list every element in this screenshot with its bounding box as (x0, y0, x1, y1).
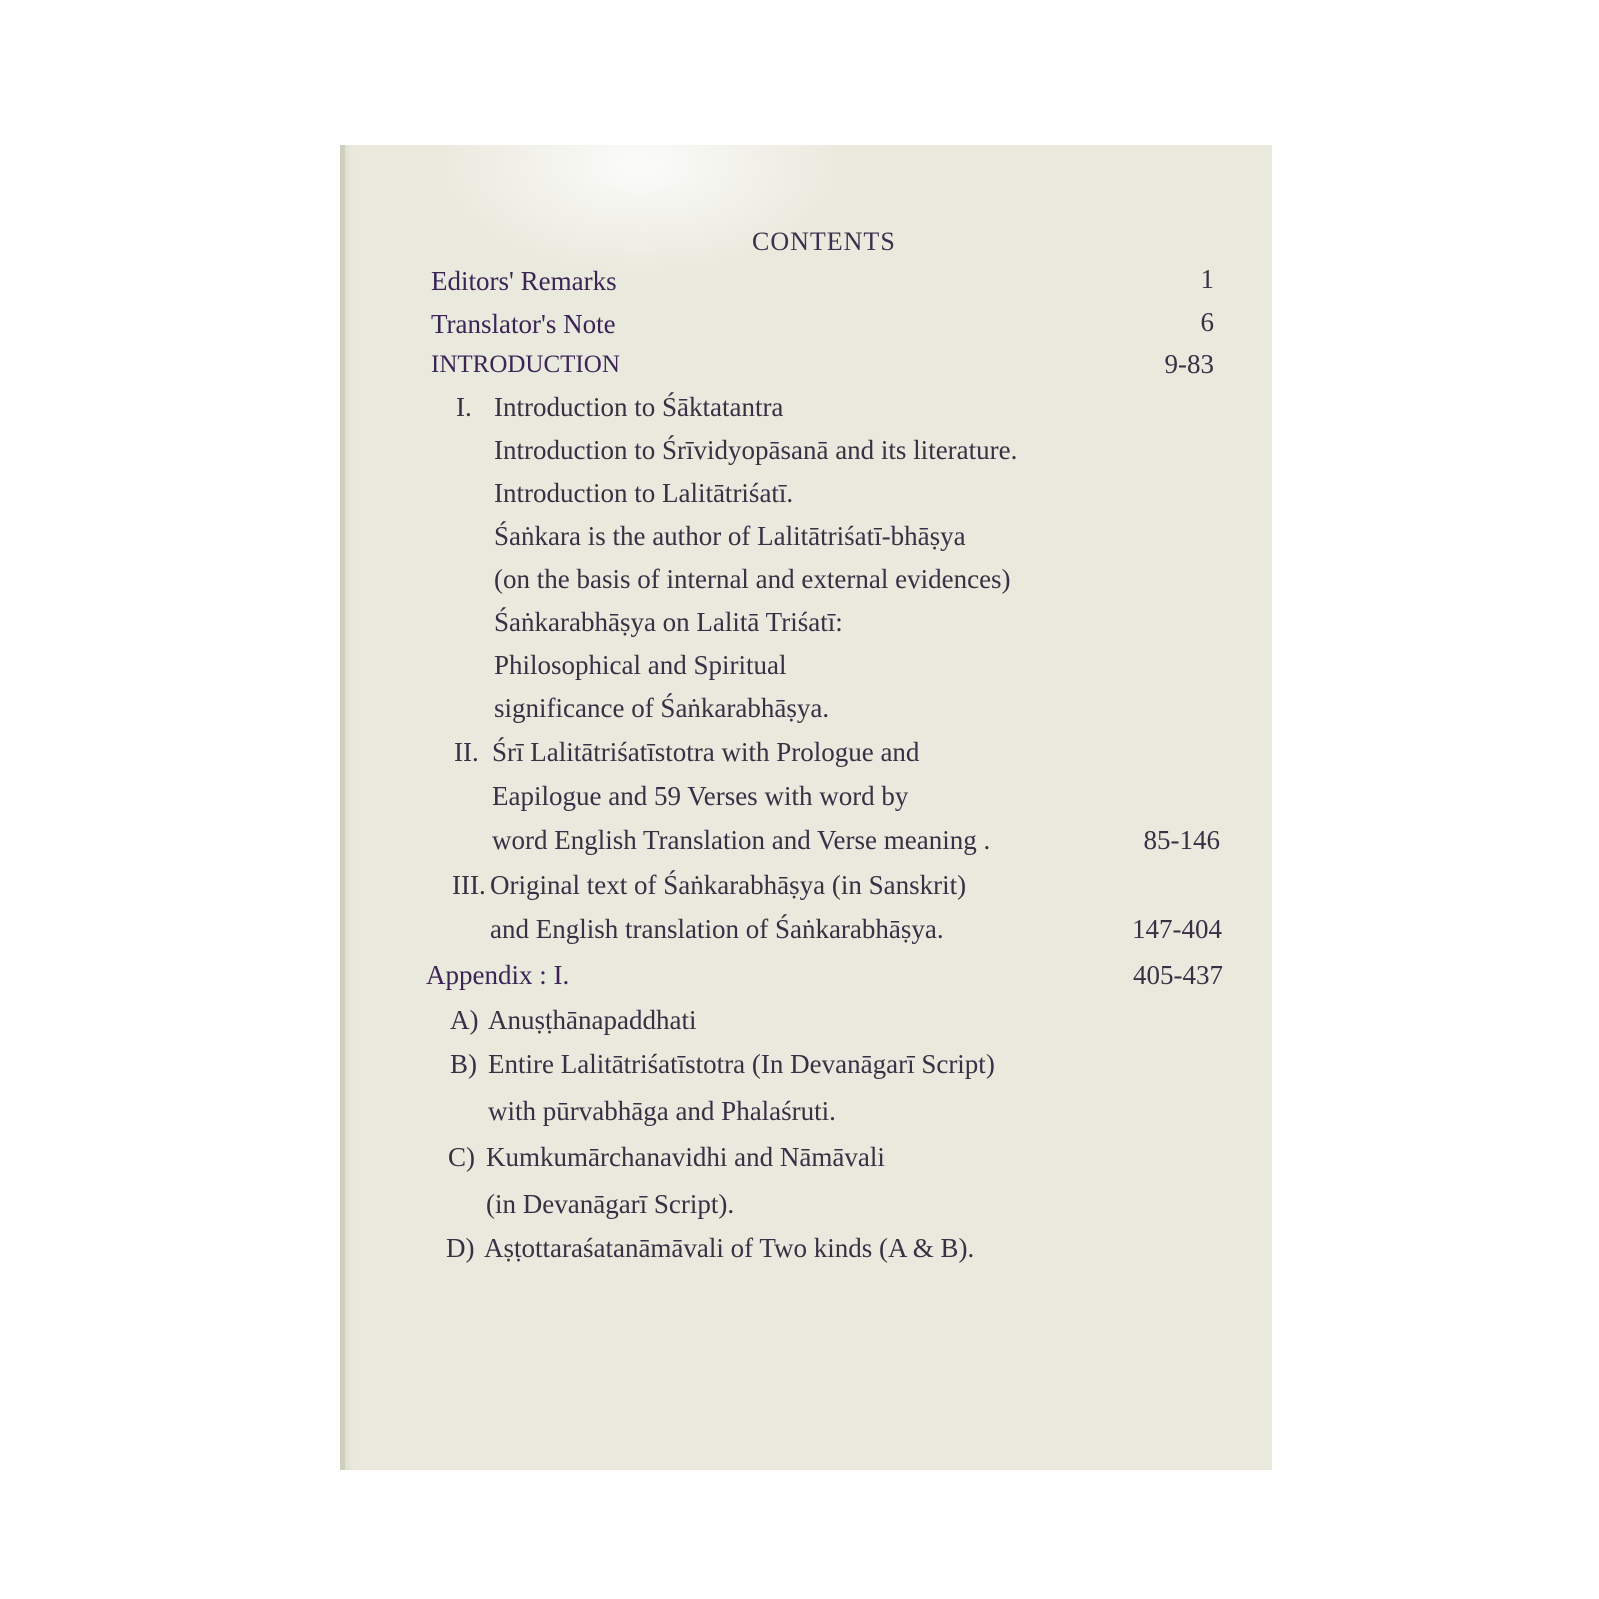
toc-line: with pūrvabhāga and Phalaśruti. (488, 1096, 836, 1126)
toc-line: Original text of Śaṅkarabhāṣya (in Sanskrit) (490, 870, 967, 900)
toc-numeral-part-2: II. (454, 737, 479, 767)
toc-entry-appendix: Appendix : I. (426, 960, 570, 990)
toc-line: Śrī Lalitātriśatīstotra with Prologue and (492, 737, 920, 767)
toc-line: (in Devanāgarī Script). (486, 1189, 735, 1219)
toc-line: Śaṅkarabhāṣya on Lalitā Triśatī: (494, 607, 843, 637)
toc-appendix-letter-b: B) (450, 1049, 477, 1079)
toc-line: Introduction to Śrīvidyopāsanā and its literature. (494, 435, 1018, 465)
toc-appendix-letter-d: D) (446, 1233, 475, 1263)
toc-line: word English Translation and Verse meaning . (492, 825, 991, 855)
toc-line: Entire Lalitātriśatīstotra (In Devanāgarī Script) (488, 1049, 995, 1079)
toc-entry-editors-remarks: Editors' Remarks (431, 266, 617, 296)
toc-appendix-letter-a: A) (450, 1005, 479, 1035)
toc-page-introduction: 9-83 (1164, 349, 1214, 379)
toc-line: Philosophical and Spiritual (494, 650, 787, 680)
book-page (340, 145, 1272, 1470)
toc-numeral-part-1: I. (456, 392, 472, 422)
page-spine-edge (340, 145, 345, 1470)
toc-line: Introduction to Śāktatantra (494, 392, 784, 422)
contents-title: CONTENTS (752, 227, 896, 256)
toc-line: Eapilogue and 59 Verses with word by (492, 781, 909, 811)
toc-line: Aṣṭottaraśatanāmāvali of Two kinds (A & B). (484, 1233, 975, 1263)
toc-line: (on the basis of internal and external evidences) (494, 564, 1011, 594)
toc-entry-translators-note: Translator's Note (431, 309, 616, 339)
toc-entry-introduction: INTRODUCTION (431, 351, 620, 378)
toc-page-part-3: 147-404 (1132, 914, 1222, 944)
toc-line: significance of Śaṅkarabhāṣya. (494, 693, 830, 723)
toc-page-editors-remarks: 1 (1200, 264, 1214, 294)
toc-page-part-2: 85-146 (1143, 825, 1220, 855)
toc-page-appendix: 405-437 (1133, 960, 1223, 990)
toc-line: Introduction to Lalitātriśatī. (494, 478, 794, 508)
toc-line: Anuṣṭhānapaddhati (488, 1005, 697, 1035)
toc-appendix-letter-c: C) (448, 1142, 475, 1172)
toc-line: Kumkumārchanavidhi and Nāmāvali (486, 1142, 885, 1172)
toc-numeral-part-3: III. (452, 870, 486, 900)
toc-page-translators-note: 6 (1200, 307, 1214, 337)
toc-line: and English translation of Śaṅkarabhāṣya. (490, 914, 944, 944)
toc-line: Śaṅkara is the author of Lalitātriśatī-bhāṣya (494, 521, 966, 551)
